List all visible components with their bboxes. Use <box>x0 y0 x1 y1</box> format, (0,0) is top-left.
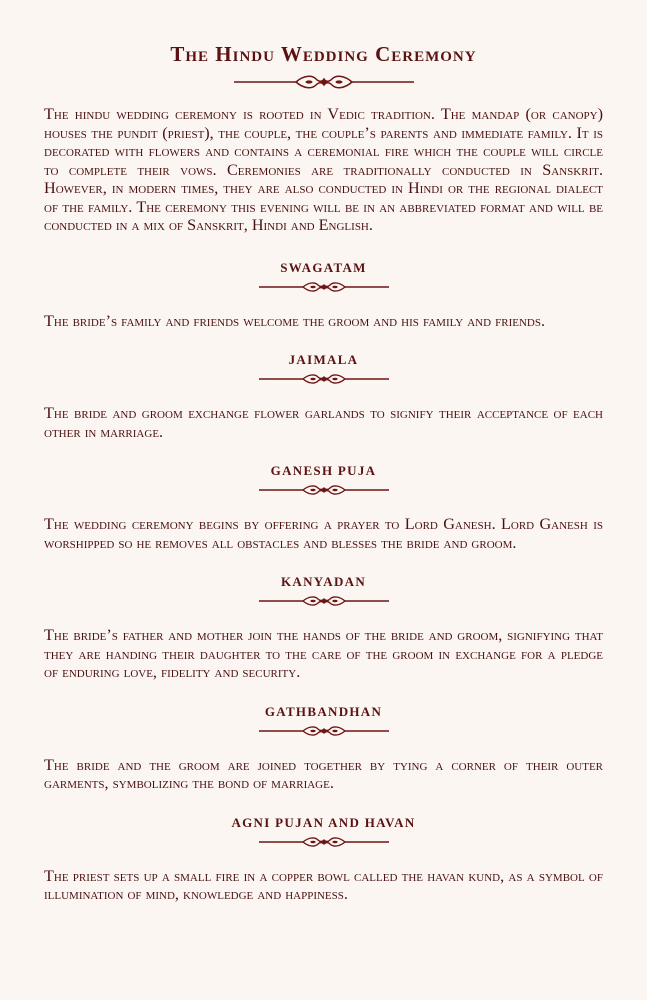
page-title: The Hindu Wedding Ceremony <box>170 42 477 66</box>
section-text: The bride and groom exchange flower garlands to signify their acceptance of each other in marriage. <box>44 404 603 441</box>
section-swagatam <box>44 260 603 331</box>
scroll-ornament-icon <box>259 483 389 497</box>
scroll-ornament-icon <box>259 724 389 738</box>
scroll-ornament-icon <box>259 280 389 294</box>
section-text: The bride’s family and friends welcome the groom and his family and friends. <box>44 311 546 330</box>
section-title: JAIMALA <box>288 352 359 367</box>
section-text: The bride’s father and mother join the hands of the bride and groom, signifying that they are handing their daughter to the care of the groom in exchange for a pledge of enduring love, fidelity and security. <box>44 626 603 681</box>
scroll-ornament-icon <box>234 73 414 91</box>
section-title: GANESH PUJA <box>270 463 377 478</box>
intro-paragraph: The hindu wedding ceremony is rooted in Vedic tradition. The mandap (or canopy) houses the pundit (priest), the couple, the couple’s parents and immediate family. It is decorated with flowers and contains a ceremonial fire which the couple will circle to complete their vows. Ceremonies are traditionally conducted in Sanskrit. However, in modern times, they are also conducted in Hindi or the regional dialect of the family. The ceremony this evening will be in an abbreviated format and will be conducted in a mix of Sanskrit, Hindi and English. <box>44 105 603 234</box>
section-jaimala <box>44 352 603 441</box>
section-text: The wedding ceremony begins by offering a prayer to Lord Ganesh. Lord Ganesh is worshipped so he removes all obstacles and blesses the bride and groom. <box>44 515 603 552</box>
section-title: AGNI PUJAN AND HAVAN <box>231 814 416 830</box>
section-gathbandhan <box>44 704 603 793</box>
scroll-ornament-icon <box>259 372 389 386</box>
section-kanyadan <box>44 574 603 682</box>
section-agni-pujan-and-havan <box>44 815 603 904</box>
scroll-ornament-icon <box>259 594 389 608</box>
section-ganesh-puja <box>44 463 603 552</box>
scroll-ornament-icon <box>259 835 389 849</box>
section-title: KANYADAN <box>280 574 367 589</box>
section-text: The priest sets up a small fire in a copper bowl called the havan kund, as a symbol of illumination of mind, knowledge and happiness. <box>44 866 603 903</box>
section-text: The bride and the groom are joined together by tying a corner of their outer garments, symbolizing the bond of marriage. <box>44 755 603 792</box>
section-title: GATHBANDHAN <box>264 703 383 719</box>
section-title: SWAGATAM <box>280 259 367 275</box>
